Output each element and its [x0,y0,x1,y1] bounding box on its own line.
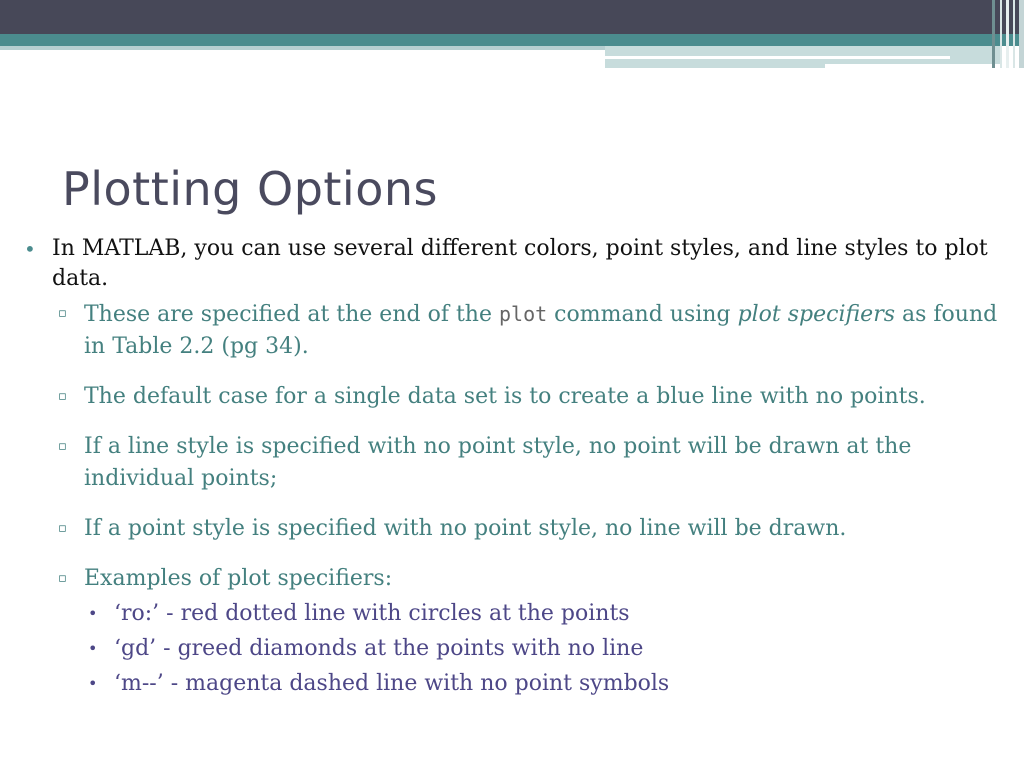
header-line [605,56,950,59]
bullet-dot-icon: • [88,604,98,623]
sub-bullet-text: If a line style is specified with no point style, no point will be drawn at the individual points; [84,434,912,491]
example-item [24,666,1020,701]
sub-bullet-text: If a point style is specified with no point style, no line will be drawn. [84,516,847,541]
example-item [24,631,1020,666]
code-plot: plot [498,302,548,326]
example-text: ‘gd’ - greed diamonds at the points with no line [114,636,644,661]
example-text: ‘m--’ - magenta dashed line with no point symbols [114,671,670,696]
header-band-teal [0,34,1024,46]
main-bullet [24,234,1020,294]
header-band-light [0,46,605,50]
header-stripe [1000,0,1002,68]
bullet-square-icon: ▫ [58,571,67,586]
slide-body [24,234,1020,701]
header-line-lower [605,64,825,68]
header-stripe [1006,0,1009,68]
header-stripe [1013,0,1015,68]
header-stripe [1019,0,1024,68]
bullet-square-icon: ▫ [58,306,67,321]
bullet-dot-icon: • [88,639,98,658]
sub-bullet-examples [24,563,1020,595]
sub-bullet-text: as found in Table 2.2 (pg 34). [84,302,998,359]
sub-bullet-default [24,381,1020,413]
sub-bullet-point-style [24,513,1020,545]
bullet-dot-icon: • [24,237,36,261]
bullet-square-icon: ▫ [58,389,67,404]
header-stripe [992,0,995,68]
sub-bullet-line-style [24,431,1020,495]
italic-term: plot specifiers [737,302,896,327]
sub-bullet-specifiers [24,298,1020,363]
bullet-square-icon: ▫ [58,521,67,536]
bullet-square-icon: ▫ [58,439,67,454]
header-band-dark [0,0,1024,34]
sub-bullet-text: Examples of plot specifiers: [84,566,393,591]
example-text: ‘ro:’ - red dotted line with circles at the points [114,601,630,626]
bullet-dot-icon: • [88,674,98,693]
header-tab [605,46,1000,64]
slide-title: Plotting Options [62,162,438,216]
main-bullet-text: In MATLAB, you can use several different colors, point styles, and line styles to plot data. [52,236,988,291]
sub-bullet-text: The default case for a single data set is to create a blue line with no points. [84,384,926,409]
example-item [24,596,1020,631]
sub-bullet-text: command using [554,302,731,327]
sub-bullet-text: These are specified at the end of the [84,302,492,327]
